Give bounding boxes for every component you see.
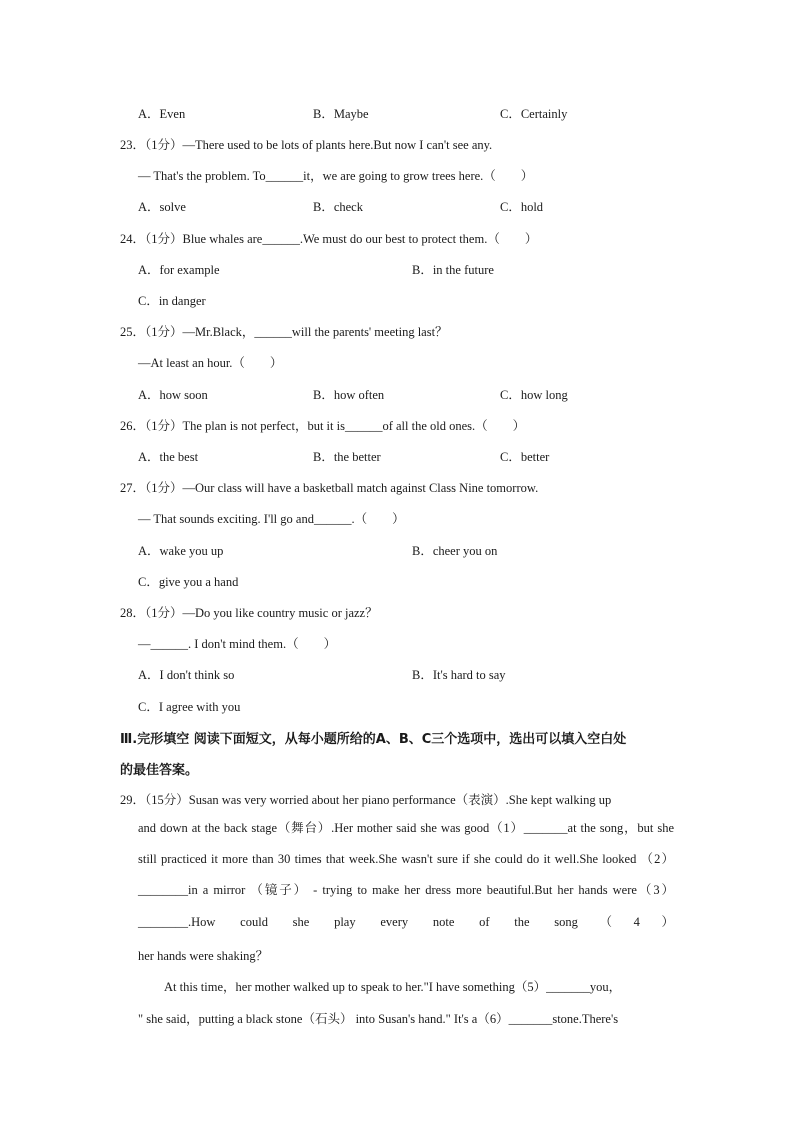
q29-stem: 29．（15分）Susan was very worried about her piano performance（表演）.She kept walking up	[120, 793, 612, 807]
q28-line2: —______. I don't mind them.（ ）	[138, 637, 337, 651]
q23-options	[138, 197, 698, 217]
q29-paragraph-1-end: her hands were shaking？	[138, 949, 269, 963]
q23-option-b: B．check	[313, 200, 363, 214]
q27-options	[138, 541, 698, 561]
q25-stem: 25．（1分）—Mr.Black，______will the parents' meeting last？	[120, 325, 448, 339]
q27-option-b: B．cheer you on	[412, 544, 498, 558]
q29-paragraph-1: and down at the back stage（舞台）.Her mother said she was good（1）_______at the song，but she still practiced it more than 30 times that week.She wasn't sure if she could do it well.She looked （2）________in a mirror （镜子） - trying to make her dress more beautiful.But her hands were（3）________.How could she play every note of the song（4）	[138, 821, 674, 929]
q23-line2: — That's the problem. To______it，we are going to grow trees here.（ ）	[138, 169, 534, 183]
q22-option-a: A．Even	[138, 107, 186, 121]
q25-line2: —At least an hour.（ ）	[138, 356, 283, 370]
q27-stem: 27．（1分）—Our class will have a basketball match against Class Nine tomorrow.	[120, 481, 539, 495]
q22-option-b: B．Maybe	[313, 107, 369, 121]
q29-paragraph-2-line2: " she said，putting a black stone（石头） into Susan's hand." It's a（6）_______stone.There's	[138, 1012, 619, 1026]
q26-option-a: A．the best	[138, 450, 199, 464]
q25-option-c: C．how long	[500, 388, 568, 402]
q26-stem: 26．（1分）The plan is not perfect，but it is______of all the old ones.（ ）	[120, 419, 526, 433]
q26-options	[138, 447, 698, 467]
q23-option-c: C．hold	[500, 200, 544, 214]
q28-option-b: B．It's hard to say	[412, 668, 506, 682]
q25-option-a: A．how soon	[138, 388, 208, 402]
q24-option-c: C．in danger	[138, 294, 206, 308]
q27-option-a: A．wake you up	[138, 544, 224, 558]
q28-option-a: A．I don't think so	[138, 668, 235, 682]
q26-option-b: B．the better	[313, 450, 381, 464]
q27-line2: — That sounds exciting. I'll go and______.（ ）	[138, 512, 405, 526]
q28-stem: 28．（1分）—Do you like country music or jazz？	[120, 606, 378, 620]
q28-options	[138, 665, 698, 685]
section-heading-line1: Ⅲ.完形填空 阅读下面短文，从每小题所给的A、B、C三个选项中，选出可以填入空白处	[120, 732, 627, 747]
q28-option-c: C．I agree with you	[138, 700, 241, 714]
q29-paragraph-2-line1: At this time，her mother walked up to speak to her."I have something（5）_______you，	[164, 980, 622, 994]
q22-option-c: C．Certainly	[500, 107, 568, 121]
section-heading-line2: 的最佳答案。	[120, 763, 199, 778]
q27-option-c: C．give you a hand	[138, 575, 239, 589]
q25-option-b: B．how often	[313, 388, 385, 402]
q24-stem: 24．（1分）Blue whales are______.We must do our best to protect them.（ ）	[120, 232, 538, 246]
q26-option-c: C．better	[500, 450, 550, 464]
q24-options	[138, 260, 698, 280]
q24-option-b: B．in the future	[412, 263, 494, 277]
q25-options	[138, 385, 698, 405]
q23-option-a: A．solve	[138, 200, 186, 214]
q22-options	[138, 104, 698, 124]
q24-option-a: A．for example	[138, 263, 220, 277]
q23-stem: 23．（1分）—There used to be lots of plants here.But now I can't see any.	[120, 138, 493, 152]
